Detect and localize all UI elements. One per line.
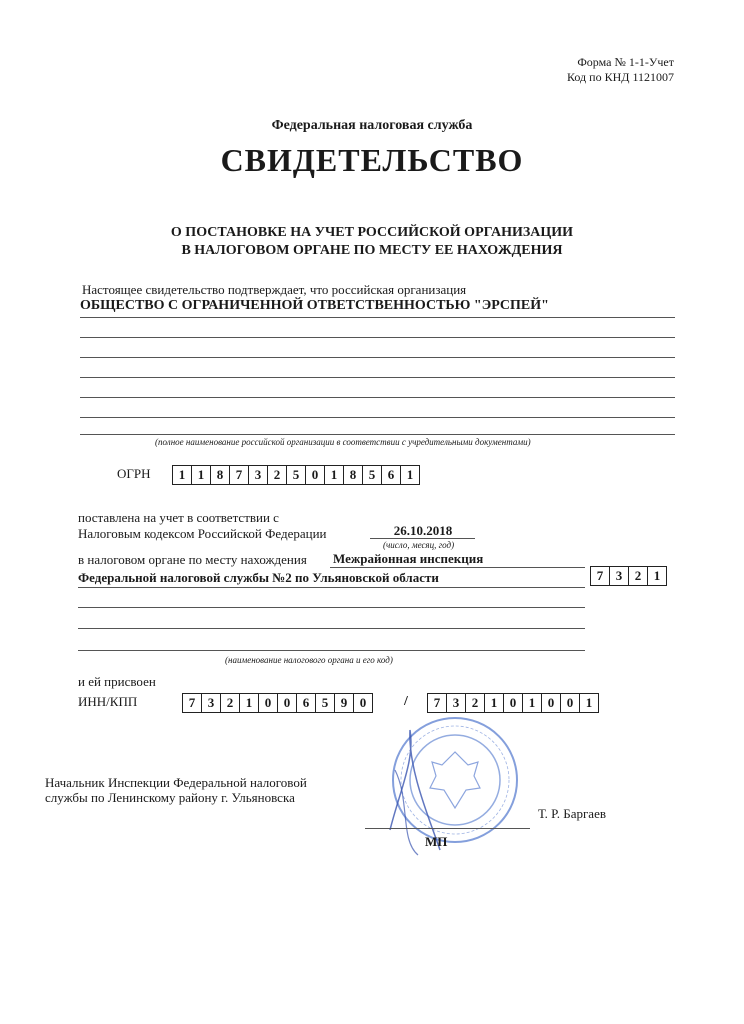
org-line [80, 357, 675, 358]
organ-line [78, 650, 585, 651]
form-code [567, 55, 674, 85]
org-line [80, 317, 675, 318]
subtitle-line-2: В НАЛОГОВОМ ОРГАНЕ ПО МЕСТУ ЕЕ НАХОЖДЕНИЯ [181, 243, 563, 258]
assigned-text: и ей присвоен [78, 674, 156, 689]
organ-name-1: Межрайонная инспекция [333, 551, 484, 566]
digit-cell: 8 [211, 466, 230, 484]
position-line-2: службы по Ленинскому району г. Ульяновска [45, 790, 295, 805]
signatory-name: Т. Р. Баргаев [538, 806, 606, 821]
signature-line [365, 828, 530, 829]
digit-cell: 6 [382, 466, 401, 484]
digit-cell: 7 [591, 567, 610, 585]
digit-cell: 3 [249, 466, 268, 484]
organ-line [78, 628, 585, 629]
org-line [80, 377, 675, 378]
digit-cell: 0 [359, 695, 367, 710]
digit-cell: 5 [316, 694, 335, 712]
org-line [80, 417, 675, 418]
digit-cell: 0 [306, 466, 325, 484]
date-caption: (число, месяц, год) [383, 540, 455, 550]
organ-line [330, 567, 585, 568]
digit-cell: 2 [466, 694, 485, 712]
org-line [80, 397, 675, 398]
registered-text-1: поставлена на учет в соответствии с [78, 510, 279, 525]
digit-cell: 0 [542, 694, 561, 712]
official-stamp [370, 710, 540, 860]
digit-cell: 1 [485, 694, 504, 712]
digit-cell: 2 [221, 694, 240, 712]
inn-cells [182, 693, 373, 713]
digit-cell: 3 [447, 694, 466, 712]
inn-kpp-label: ИНН/КПП [78, 694, 138, 709]
service-name: Федеральная налоговая служба [271, 118, 473, 133]
digit-cell: 0 [259, 694, 278, 712]
digit-cell: 0 [504, 694, 523, 712]
document-subtitle [0, 224, 744, 260]
digit-cell: 1 [240, 694, 259, 712]
ogrn-label: ОГРН [117, 466, 151, 481]
form-number: Форма № 1-1-Учет [577, 55, 674, 69]
digit-cell: 0 [561, 694, 580, 712]
organ-line [78, 587, 585, 588]
org-line [80, 434, 675, 435]
digit-cell: 1 [173, 466, 192, 484]
registration-date: 26.10.2018 [393, 523, 453, 538]
digit-cell: 1 [653, 568, 661, 583]
seal-place: МП [425, 834, 448, 849]
digit-cell: 1 [523, 694, 542, 712]
digit-cell: 6 [297, 694, 316, 712]
organ-code-cells [590, 566, 667, 586]
digit-cell: 2 [629, 567, 648, 585]
digit-cell: 1 [192, 466, 211, 484]
organ-caption: (наименование налогового органа и его код) [225, 655, 393, 665]
org-line [80, 337, 675, 338]
subtitle-line-1: О ПОСТАНОВКЕ НА УЧЕТ РОССИЙСКОЙ ОРГАНИЗАЦИИ [170, 225, 574, 240]
organization-name: ОБЩЕСТВО С ОГРАНИЧЕННОЙ ОТВЕТСТВЕННОСТЬЮ "ЭРСПЕЙ" [80, 298, 549, 313]
digit-cell: 0 [278, 694, 297, 712]
digit-cell: 1 [585, 695, 593, 710]
digit-cell: 2 [268, 466, 287, 484]
digit-cell: 7 [183, 694, 202, 712]
registered-text-2: Налоговым кодексом Российской Федерации [78, 526, 327, 541]
digit-cell: 3 [202, 694, 221, 712]
digit-cell: 5 [287, 466, 306, 484]
digit-cell: 8 [344, 466, 363, 484]
org-caption: (полное наименование российской организации в соответствии с учредительными документами) [155, 437, 531, 447]
digit-cell: 7 [230, 466, 249, 484]
organ-label: в налоговом органе по месту нахождения [78, 552, 307, 567]
digit-cell: 7 [428, 694, 447, 712]
signatory-position [45, 775, 307, 805]
digit-cell: 1 [325, 466, 344, 484]
digit-cell: 9 [335, 694, 354, 712]
position-line-1: Начальник Инспекции Федеральной налоговой [45, 775, 307, 790]
organ-line [78, 607, 585, 608]
knd-code: Код по КНД 1121007 [567, 70, 674, 84]
digit-cell: 1 [406, 467, 414, 482]
ogrn-cells [172, 465, 420, 485]
digit-cell: 5 [363, 466, 382, 484]
document-title: СВИДЕТЕЛЬСТВО [220, 142, 524, 178]
organ-name-2: Федеральной налоговой службы №2 по Ульяновской области [78, 570, 439, 585]
intro-text: Настоящее свидетельство подтверждает, что российская организация [82, 282, 467, 297]
date-line [370, 538, 475, 539]
inn-kpp-separator: / [404, 694, 408, 709]
digit-cell: 3 [610, 567, 629, 585]
